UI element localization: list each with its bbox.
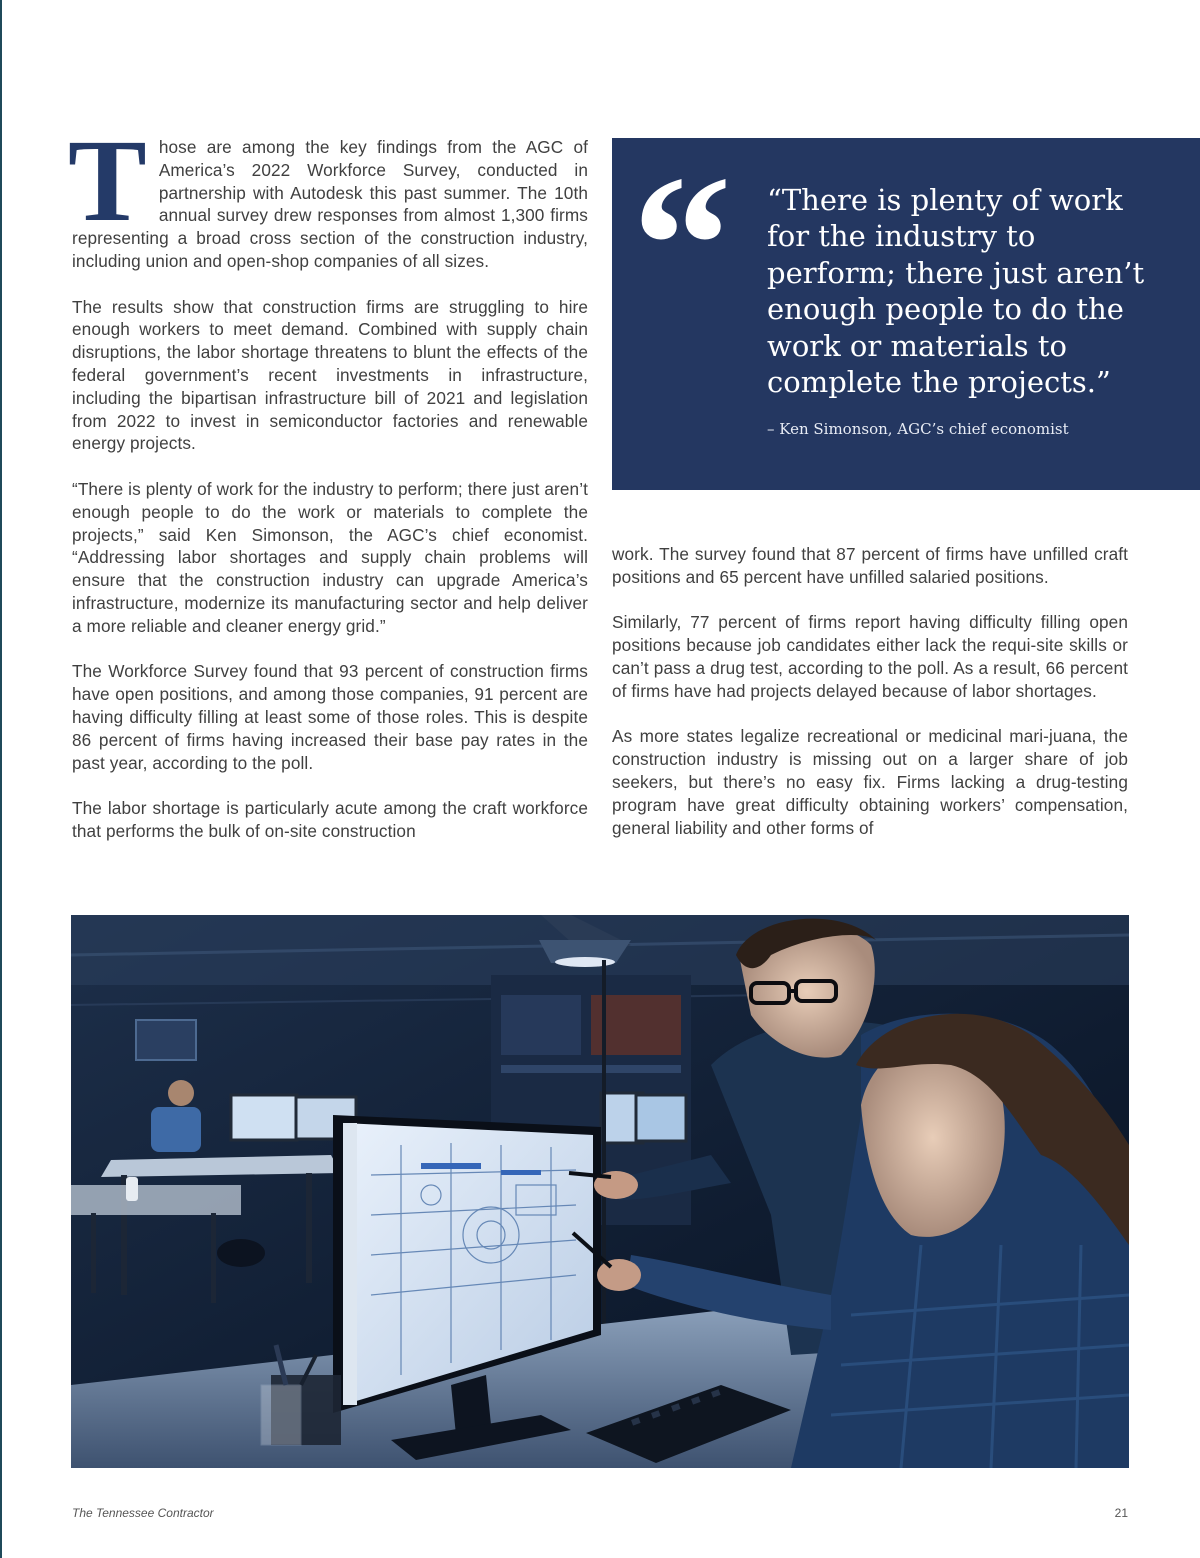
body-paragraph: As more states legalize recreational or medicinal mari-juana, the construction industry is missing out on a larger share of job seekers, but there’s no easy fix. Firms lacking a drug-testing program have great difficulty obtaining workers’ compensation, general liability and other forms of	[612, 726, 1128, 838]
page-edge-line	[0, 0, 2, 1558]
quote-mark-icon: “	[632, 135, 732, 356]
pull-quote-attribution: – Ken Simonson, AGC’s chief economist	[767, 420, 1069, 438]
pull-quote-text: “There is plenty of work for the industry to perform; there just aren’t enough people to do the work or materials to complete the projects.”	[767, 183, 1145, 400]
article-photo	[71, 915, 1129, 1468]
intro-text: hose are among the key findings from the AGC of America’s 2022 Workforce Survey, conducted in partnership with Autodesk this past summer. The 10th annual survey drew responses from almost 1,300 firms representing a broad cross section of the construction industry, including union and open-shop companies of all sizes.	[72, 137, 588, 271]
body-paragraph: The results show that construction firms are struggling to hire enough workers to meet demand. Combined with supply chain disruptions, the labor shortage threatens to blunt the effects of the federal government’s recent investments in infrastructure, including the bipartisan infrastructure bill of 2021 and legislation from 2022 to invest in semiconductor factories and renewable energy projects.	[72, 296, 588, 454]
body-paragraph: Similarly, 77 percent of firms report having difficulty filling open positions because job candidates either lack the requi-site skills or can’t pass a drug test, according to the poll. As a result, 66 percent of firms have had projects delayed because of labor shortages.	[612, 612, 1128, 701]
intro-paragraph	[68, 115, 588, 273]
page-number: 21	[1114, 1506, 1128, 1520]
body-paragraph: The labor shortage is particularly acute among the craft workforce that performs the bulk of on-site construction	[72, 798, 588, 841]
body-paragraph: work. The survey found that 87 percent of firms have unfilled craft positions and 65 percent have unfilled salaried positions.	[612, 544, 1128, 587]
publication-name: The Tennessee Contractor	[72, 1506, 214, 1520]
body-paragraph: “There is plenty of work for the industry to perform; there just aren’t enough people to do the work or materials to complete the projects,” said Ken Simonson, the AGC’s chief economist. “Addressing labor shortages and supply chain problems will ensure that the construction industry can upgrade America’s infrastructure, modernize its manufacturing sector and help deliver a more reliable and cleaner energy grid.”	[72, 478, 588, 636]
drop-cap: T	[68, 115, 147, 246]
body-paragraph: The Workforce Survey found that 93 percent of construction firms have open positions, and among those companies, 91 percent are having difficulty filling at least some of those roles. This is despite 86 percent of firms having increased their base pay rates in the past year, according to the poll.	[72, 661, 588, 773]
article-right-column	[612, 543, 1128, 862]
article-left-column	[68, 115, 588, 866]
office-engineers-illustration	[71, 915, 1129, 1468]
pull-quote-box	[612, 135, 1200, 490]
